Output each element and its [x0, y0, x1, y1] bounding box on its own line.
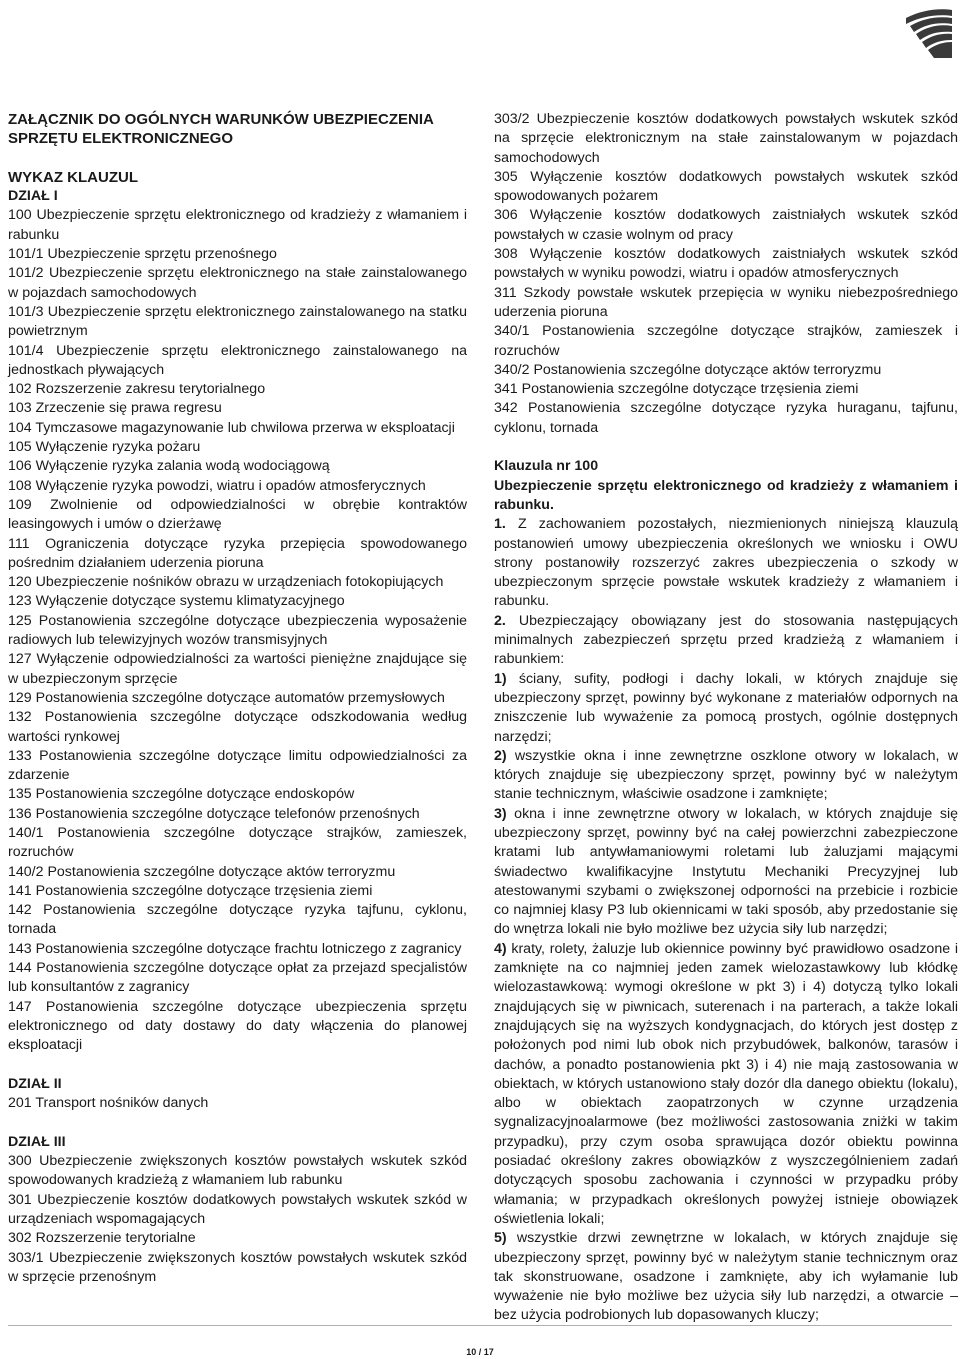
clause-paragraph: [494, 612, 958, 670]
clause-list-item: 127 Wyłączenie odpowiedzialności za wartości pieniężne znajdujące się w ubezpieczonym sprzęcie: [8, 651, 467, 687]
clause-list-item: 201 Transport nośników danych: [8, 1095, 209, 1112]
clause-list-item: 103 Zrzeczenie się prawa regresu: [8, 400, 222, 417]
paragraph-number: 1): [494, 670, 507, 687]
clause-list-item: 111 Ograniczenia dotyczące ryzyka przepięcia spowodowanego pośrednim działaniem uderzenia pioruna: [8, 535, 467, 571]
clause-list-item: 136 Postanowienia szczególne dotyczące telefonów przenośnych: [8, 805, 420, 822]
clause-list-item: 132 Postanowienia szczególne dotyczące odszkodowania według wartości rynkowej: [8, 709, 467, 745]
clause-list-item: 143 Postanowienia szczególne dotyczące frachtu lotniczego z zagranicy: [8, 940, 462, 957]
clause-list-item: 311 Szkody powstałe wskutek przepięcia w wyniku niebezpośredniego uderzenia pioruna: [494, 284, 958, 320]
clause-subheading: Ubezpieczenie sprzętu elektronicznego od kradzieży z włamaniem i rabunku.: [494, 477, 958, 513]
clause-list-item: 105 Wyłączenie ryzyka pożaru: [8, 439, 201, 456]
clause-paragraph: [494, 1229, 958, 1325]
clause-list-item: 340/1 Postanowienia szczególne dotyczące strajków, zamieszek i rozruchów: [494, 323, 958, 359]
clause-list-item: 135 Postanowienia szczególne dotyczące endoskopów: [8, 786, 355, 803]
list-title: WYKAZ KLAUZUL: [8, 168, 138, 186]
paragraph-text: ściany, sufity, podłogi i dachy lokali, w których znajduje się ubezpieczony sprzęt, powinny być wykonane z materiałów odpornych na zniszczenie lub wyważenie za pomocą prostych, ogólnie dostępnych narzędzi;: [494, 670, 958, 745]
paragraph-number: 3): [494, 805, 507, 822]
clause-paragraph: [494, 670, 958, 747]
clause-list-item: 305 Wyłączenie kosztów dodatkowych powstałych wskutek szkód spowodowanych pożarem: [494, 168, 958, 205]
clause-list-item: 120 Ubezpieczenie nośników obrazu w urządzeniach fotokopiujących: [8, 574, 444, 591]
clause-paragraph: [494, 940, 958, 1229]
right-column: [494, 110, 958, 1326]
clause-list-item: 101/4 Ubezpieczenie sprzętu elektronicznego zainstalowanego na jednostkach pływających: [8, 342, 467, 378]
clause-list-item: 301 Ubezpieczenie kosztów dodatkowych powstałych wskutek szkód w urządzeniach wspomagających: [8, 1191, 467, 1227]
clause-list-item: 109 Zwolnienie od odpowiedzialności w obrębie kontraktów leasingowych i umów o dzierżawę: [8, 496, 467, 533]
clause-list-item: 144 Postanowienia szczególne dotyczące opłat za przejazd specjalistów lub konsultantów z zagranicy: [8, 960, 467, 996]
clause-list-item: 108 Wyłączenie ryzyka powodzi, wiatru i opadów atmosferycznych: [8, 477, 426, 494]
section-1-list: [8, 206, 467, 1055]
clause-list-item: 140/1 Postanowienia szczególne dotyczące strajków, zamieszek, rozruchów: [8, 824, 467, 861]
paragraph-text: Ubezpieczający obowiązany jest do stosowania następujących minimalnych zabezpieczeń sprzętu przed kradzieżą z włamaniem i rabunkiem:: [494, 612, 958, 668]
clause-list-item: 340/2 Postanowienia szczególne dotyczące aktów terroryzmu: [494, 361, 882, 378]
clause-paragraph: [494, 747, 958, 805]
clause-paragraph: [494, 515, 958, 611]
clause-list-item: 125 Postanowienia szczególne dotyczące ubezpieczenia wyposażenie radiowych lub telewizyjnych wozów transmisyjnych: [8, 612, 467, 649]
section-3-list-left: [8, 1152, 467, 1287]
clause-list-item: 102 Rozszerzenie zakresu terytorialnego: [8, 381, 266, 398]
clause-list-item: 303/1 Ubezpieczenie zwiększonych kosztów powstałych wskutek szkód w sprzęcie przenośnym: [8, 1249, 467, 1285]
paragraph-number: 5): [494, 1230, 507, 1247]
paragraph-number: 2.: [494, 612, 506, 629]
clause-list-item: 308 Wyłączenie kosztów dodatkowych zaistniałych wskutek szkód powstałych w wyniku powodzi, wiatru i opadów atmosferycznych: [494, 246, 958, 282]
paragraph-number: 2): [494, 747, 507, 764]
clause-list-item: 303/2 Ubezpieczenie kosztów dodatkowych powstałych wskutek szkód na sprzęcie elektronicznym na stałe zainstalowanym w pojazdach samochodowych: [494, 111, 958, 166]
clause-list-item: 100 Ubezpieczenie sprzętu elektronicznego od kradzieży z włamaniem i rabunku: [8, 207, 467, 243]
paragraph-text: Z zachowaniem pozostałych, niezmienionych niniejszą klauzulą postanowień umowy ubezpieczenia określonych we wniosku i OWU strony postanowiły rozszerzyć zakres ubezpieczenia o szkody w ubezpieczonym sprzęcie powstałe wskutek kradzieży z włamaniem i rabunku.: [494, 516, 958, 610]
clause-list-item: 300 Ubezpieczenie zwiększonych kosztów powstałych wskutek szkód spowodowanych kradzieżą z włamaniem lub rabunku: [8, 1153, 467, 1189]
left-column: [8, 110, 467, 1287]
section-3-heading: DZIAŁ III: [8, 1133, 66, 1150]
clause-list-item: 142 Postanowienia szczególne dotyczące ryzyka tajfunu, cyklonu, tornada: [8, 902, 467, 938]
section-2-list: [8, 1094, 467, 1113]
section-2-heading: DZIAŁ II: [8, 1075, 62, 1092]
company-logo-icon: [904, 4, 954, 60]
clause-heading: Klauzula nr 100: [494, 458, 599, 475]
clause-list-item: 302 Rozszerzenie terytorialne: [8, 1230, 196, 1247]
paragraph-text: kraty, rolety, żaluzje lub okiennice powinny być prawidłowo osadzone i zamknięte na co najmniej jeden zamek wielozastawkowy lub kłódkę wielozastawkową: wymogi określone w pkt 3) i 4) dotyczą tylko lokali znajdujących się w piwnicach, suterenach i na parterach, a także lokali znajdujących się na wyższych kondygnacjach, do których jest dostęp z położonych pod nimi lub obok nich przybudówek, balkonów, tarasów i dachów, a ponadto postanowienia pkt 3) i 4) nie mają zastosowania w obiektach, w których ustanowiono stały dozór dla danego obiektu (lokalu), albo w obiektach zaopatrzonych w czynne urządzenia sygnalizacyjnoalarmowe (bez możliwości zastosowania zniżki w takim przypadku), przy czym osoba sprawująca dozór obiektu powinna posiadać określony zakres obowiązków z wyszczególnieniem zadań dotyczących sposobu zachowania i czynności w przypadku próby włamania; w przypadkach określonych powyżej istnieje obowiązek oświetlenia lokali;: [494, 940, 958, 1227]
clause-list-item: 129 Postanowienia szczególne dotyczące automatów przemysłowych: [8, 689, 445, 706]
footer-divider: [8, 1325, 952, 1326]
document-title-line-1: ZAŁĄCZNIK DO OGÓLNYCH WARUNKÓW UBEZPIECZENIA: [8, 111, 434, 128]
paragraph-number: 1.: [494, 516, 506, 533]
section-1-heading: DZIAŁ I: [8, 188, 58, 205]
clause-list-item: 101/1 Ubezpieczenie sprzętu przenośnego: [8, 246, 277, 263]
paragraph-number: 4): [494, 940, 507, 957]
section-3-list-right: [494, 110, 958, 438]
document-title-line-2: SPRZĘTU ELEKTRONICZNEGO: [8, 130, 234, 148]
paragraph-text: okna i inne zewnętrzne otwory w lokalach, w których znajduje się ubezpieczony sprzęt, powinny być na całej powierzchni zabezpieczone kratami lub antywłamaniowymi roletami lub żaluzjami mającymi świadectwo kwalifikacyjne Instytutu Mechaniki Precyzyjnej lub atestowanymi szybami o zwiększonej odporności na przebicie i rozbicie co najmniej klasy P3 lub okiennicami w taki sposób, aby przedostanie się do wnętrza lokali nie było możliwe bez użycia siły lub narzędzi;: [494, 805, 958, 938]
clause-list-item: 123 Wyłączenie dotyczące systemu klimatyzacyjnego: [8, 593, 345, 610]
clause-list-item: 147 Postanowienia szczególne dotyczące ubezpieczenia sprzętu elektronicznego od daty dostawy do daty włączenia do planowej eksploatacji: [8, 998, 467, 1054]
clause-list-item: 140/2 Postanowienia szczególne dotyczące aktów terroryzmu: [8, 863, 396, 880]
clause-list-item: 101/2 Ubezpieczenie sprzętu elektronicznego na stałe zainstalowanego w pojazdach samochodowych: [8, 265, 467, 301]
clause-paragraph: [494, 805, 958, 940]
clause-list-item: 106 Wyłączenie ryzyka zalania wodą wodociągową: [8, 458, 330, 475]
clause-paragraphs: [494, 515, 958, 1325]
clause-list-item: 133 Postanowienia szczególne dotyczące limitu odpowiedzialności za zdarzenie: [8, 747, 467, 784]
paragraph-text: wszystkie drzwi zewnętrzne w lokalach, w których znajduje się ubezpieczony sprzęt, powinny być w należytym stanie technicznym oraz tak skonstruowane, osadzone i zamknięte, aby ich wyłamanie lub wyważenie nie było możliwe bez użycia siły lub narzędzi, a otwarcie – bez użycia podrobionych lub dopasowanych kluczy;: [494, 1230, 958, 1324]
clause-list-item: 341 Postanowienia szczególne dotyczące trzęsienia ziemi: [494, 381, 859, 398]
clause-list-item: 306 Wyłączenie kosztów dodatkowych zaistniałych wskutek szkód powstałych w czasie wolnym od pracy: [494, 207, 958, 243]
paragraph-text: wszystkie okna i inne zewnętrzne oszklone otwory w lokalach, w których znajduje się ubezpieczony sprzęt, powinny być w należytym stanie technicznym, właściwie osadzone i zamknięte;: [494, 747, 958, 803]
clause-list-item: 141 Postanowienia szczególne dotyczące trzęsienia ziemi: [8, 882, 373, 899]
page-number: 10 / 17: [466, 1347, 494, 1357]
clause-list-item: 101/3 Ubezpieczenie sprzętu elektronicznego zainstalowanego na statku powietrznym: [8, 303, 467, 340]
clause-list-item: 104 Tymczasowe magazynowanie lub chwilowa przerwa w eksploatacji: [8, 419, 455, 436]
clause-list-item: 342 Postanowienia szczególne dotyczące ryzyka huraganu, tajfunu, cyklonu, tornada: [494, 400, 958, 436]
